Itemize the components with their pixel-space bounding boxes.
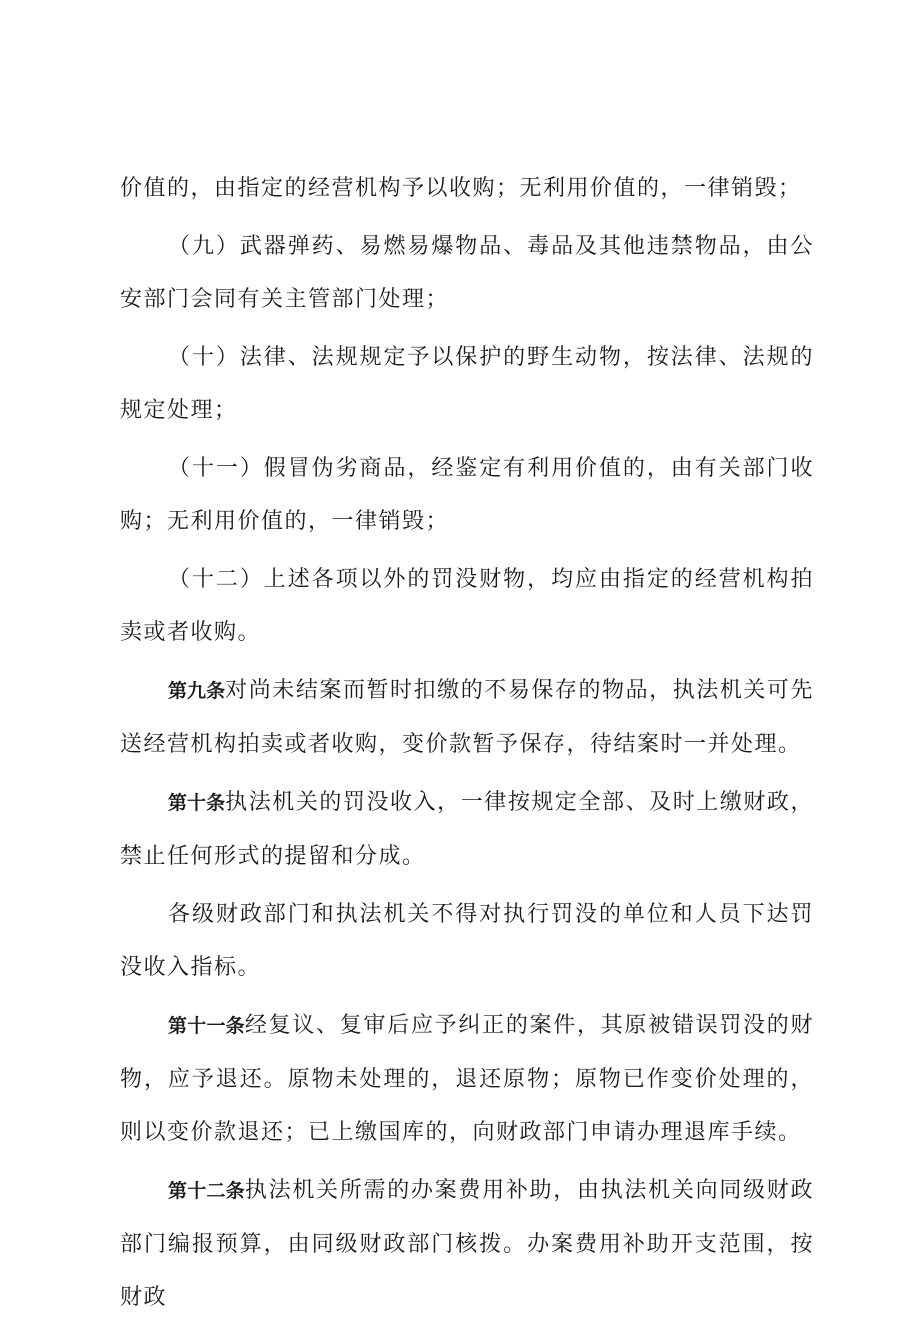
paragraph-text: 各级财政部门和执法机关不得对执行罚没的单位和人员下达罚没收入指标。 — [120, 902, 814, 980]
article-10-clause-2 — [120, 888, 814, 994]
article-12 — [120, 1164, 814, 1324]
paragraph-item-10 — [120, 331, 814, 437]
paragraph-item-11 — [120, 442, 814, 548]
article-title: 第十一条 — [168, 1015, 245, 1037]
paragraph-text: 执法机关所需的办案费用补助，由执法机关向同级财政部门编报预算，由同级财政部门核拨。办案费用补助开支范围，按财政 — [120, 1178, 814, 1310]
article-9 — [120, 664, 814, 771]
article-10 — [120, 776, 814, 883]
paragraph-text: 价值的，由指定的经营机构予以收购；无利用价值的，一律销毁； — [120, 176, 802, 201]
document-page — [120, 162, 814, 1329]
paragraph-text: （十）法律、法规规定予以保护的野生动物，按法律、法规的规定处理； — [120, 345, 814, 423]
article-title: 第九条 — [168, 680, 226, 702]
paragraph-text: 执法机关的罚没收入，一律按规定全部、及时上缴财政，禁止任何形式的提留和分成。 — [120, 790, 814, 869]
paragraph-text: 经复议、复审后应予纠正的案件，其原被错误罚没的财物，应予退还。原物未处理的，退还原物；原物已作变价处理的，则以变价款退还；已上缴国库的，向财政部门申请办理退库手续。 — [120, 1013, 814, 1145]
paragraph-text: （十二）上述各项以外的罚没财物，均应由指定的经营机构拍卖或者收购。 — [120, 567, 814, 645]
article-11 — [120, 999, 814, 1159]
article-title: 第十二条 — [168, 1180, 245, 1202]
paragraph-text: （九）武器弹药、易燃易爆物品、毒品及其他违禁物品，由公安部门会同有关主管部门处理； — [120, 234, 814, 312]
paragraph-text: （十一）假冒伪劣商品，经鉴定有利用价值的，由有关部门收购；无利用价值的，一律销毁； — [120, 456, 814, 534]
paragraph-text: 对尚未结案而暂时扣缴的不易保存的物品，执法机关可先送经营机构拍卖或者收购，变价款暂予保存，待结案时一并处理。 — [120, 678, 814, 757]
paragraph-item-12 — [120, 553, 814, 659]
paragraph-item-9 — [120, 220, 814, 326]
article-title: 第十条 — [168, 792, 226, 814]
paragraph-continuation — [120, 162, 814, 215]
